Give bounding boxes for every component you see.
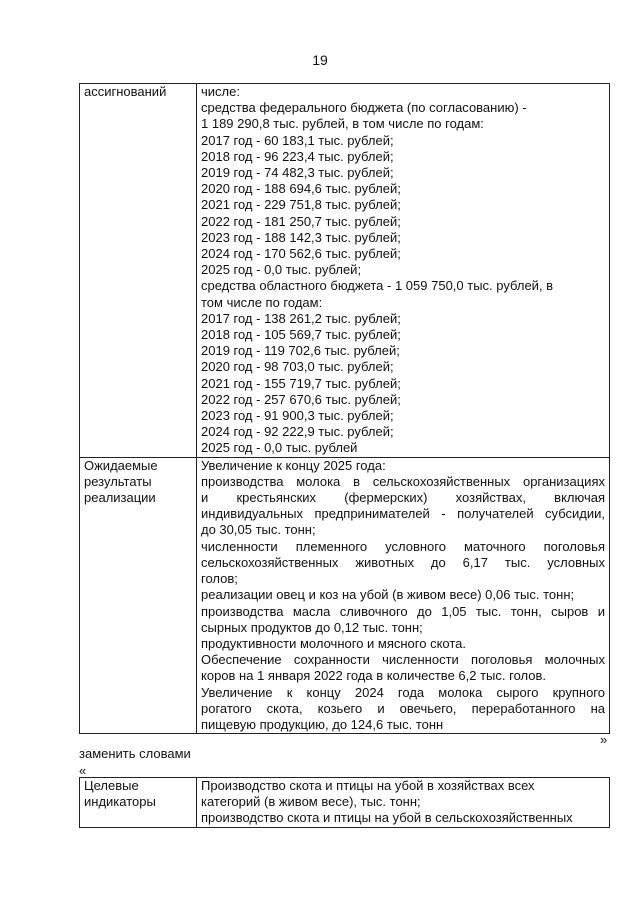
- row-label-cell: [80, 457, 197, 733]
- text-line: производства молока в сельскохозяйственных организациях: [201, 473, 605, 489]
- target-indicators-table: [79, 777, 610, 828]
- text-line: пищевую продукцию, до 124,6 тыс. тонн: [201, 716, 444, 732]
- text-line: коров на 1 января 2022 года в количестве 6,2 тыс. голов.: [201, 668, 546, 684]
- text-line: 2025 год - 0,0 тыс. рублей: [201, 440, 358, 456]
- row-label-cell: [80, 778, 197, 828]
- text-line: продуктивности молочного и мясного скота.: [201, 635, 467, 651]
- text-line: средства федерального бюджета (по согласованию) -: [201, 100, 527, 116]
- table-row-expected-results: [80, 457, 610, 733]
- text-line: производство скота и птицы на убой в сельскохозяйственных: [201, 810, 573, 826]
- text-line: 2024 год - 92 222,9 тыс. рублей;: [201, 424, 394, 440]
- table-row-target-indicators: [80, 778, 610, 828]
- text-line: Обеспечение сохранности численности поголовья молочных: [201, 652, 605, 668]
- text-line: 2023 год - 91 900,3 тыс. рублей;: [201, 408, 394, 424]
- text-line: средства областного бюджета - 1 059 750,0 тыс. рублей, в: [201, 278, 554, 294]
- text-line: 2022 год - 181 250,7 тыс. рублей;: [201, 213, 401, 229]
- opening-quote-mark: «: [79, 763, 87, 778]
- text-line: до 30,05 тыс. тонн;: [201, 522, 316, 538]
- text-line: 2022 год - 257 670,6 тыс. рублей;: [201, 391, 401, 407]
- text-line: голов;: [201, 571, 238, 587]
- passport-table: [79, 83, 610, 734]
- row-content-cell: [197, 778, 610, 828]
- text-line: 1 189 290,8 тыс. рублей, в том числе по годам:: [201, 116, 484, 132]
- row-label: индикаторы: [84, 794, 156, 810]
- text-line: 2019 год - 119 702,6 тыс. рублей;: [201, 343, 400, 359]
- replace-instruction: заменить словами: [79, 746, 191, 761]
- row-label: Целевые: [84, 778, 139, 793]
- text-line: числе:: [201, 84, 240, 99]
- text-line: реализации овец и коз на убой (в живом весе) 0,06 тыс. тонн;: [201, 587, 575, 603]
- row-content-cell: [197, 457, 610, 733]
- text-line: 2024 год - 170 562,6 тыс. рублей;: [201, 246, 401, 262]
- text-line: индивидуальных предпринимателей - получателей субсидии,: [201, 506, 605, 522]
- text-line: категорий (в живом весе), тыс. тонн;: [201, 794, 421, 810]
- text-line: сельскохозяйственных животных до 6,17 тыс. условных: [201, 554, 605, 570]
- row-content-cell: [197, 84, 610, 458]
- row-label: Ожидаемые: [84, 457, 158, 473]
- row-label-cell: [80, 84, 197, 458]
- text-line: Увеличение к концу 2024 года молока сырого крупного: [201, 684, 605, 700]
- text-line: Производство скота и птицы на убой в хозяйствах всех: [201, 778, 535, 793]
- text-line: численности племенного условного маточного поголовья: [201, 538, 605, 554]
- text-line: 2020 год - 98 703,0 тыс. рублей;: [201, 359, 394, 375]
- text-line: 2018 год - 96 223,4 тыс. рублей;: [201, 148, 394, 164]
- table-row-appropriations: [80, 84, 610, 458]
- text-line: 2021 год - 229 751,8 тыс. рублей;: [201, 197, 401, 213]
- text-line: и крестьянских (фермерских) хозяйствах, включая: [201, 490, 605, 506]
- text-line: 2025 год - 0,0 тыс. рублей;: [201, 262, 362, 278]
- text-line: сырных продуктов до 0,12 тыс. тонн;: [201, 619, 423, 635]
- closing-quote-mark: »: [600, 732, 608, 747]
- text-line: 2023 год - 188 142,3 тыс. рублей;: [201, 229, 401, 245]
- text-line: 2020 год - 188 694,6 тыс. рублей;: [201, 181, 401, 197]
- text-line: производства масла сливочного до 1,05 тыс. тонн, сыров и: [201, 603, 605, 619]
- text-line: 2017 год - 138 261,2 тыс. рублей;: [201, 310, 401, 326]
- row-label: реализации: [84, 490, 156, 506]
- text-line: Увеличение к концу 2025 года:: [201, 457, 386, 473]
- text-line: 2021 год - 155 719,7 тыс. рублей;: [201, 375, 401, 391]
- text-line: рогатого скота, козьего и овечьего, переработанного на: [201, 700, 605, 716]
- page-number: 19: [312, 52, 328, 68]
- text-line: том числе по годам:: [201, 294, 323, 310]
- row-label: результаты: [84, 473, 152, 489]
- text-line: 2017 год - 60 183,1 тыс. рублей;: [201, 132, 394, 148]
- text-line: 2019 год - 74 482,3 тыс. рублей;: [201, 165, 394, 181]
- text-line: 2018 год - 105 569,7 тыс. рублей;: [201, 327, 401, 343]
- row-label: ассигнований: [84, 84, 167, 99]
